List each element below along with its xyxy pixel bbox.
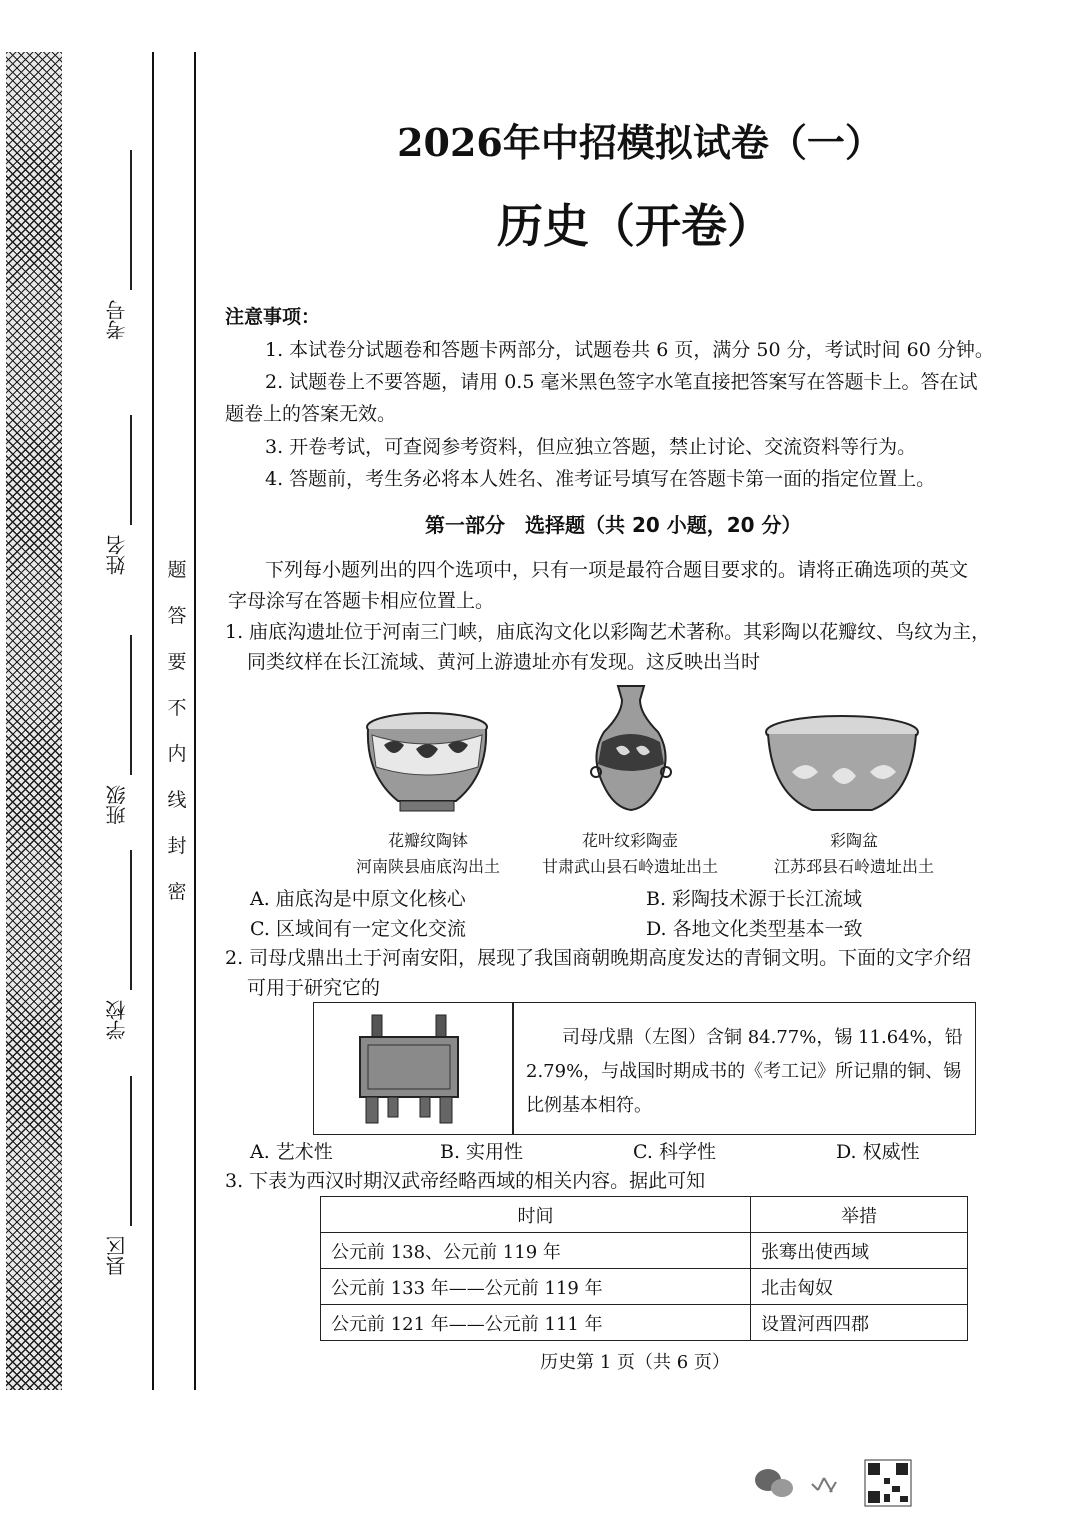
notice-title: 注意事项： — [225, 306, 321, 328]
q2-option-a[interactable]: A. 艺术性 — [250, 1141, 333, 1163]
wechat-qr-watermark-icon — [750, 1458, 920, 1508]
exam-title: 2026年中招模拟试卷（一） — [397, 120, 883, 165]
notice-item-3: 3. 开卷考试，可查阅参考资料，但应独立答题，禁止讨论、交流资料等行为。 — [265, 436, 917, 458]
page-footer: 历史第 1 页（共 6 页） — [540, 1352, 730, 1373]
q2-option-b[interactable]: B. 实用性 — [440, 1141, 524, 1163]
part1-instruction-1: 下列每小题列出的四个选项中，只有一项是最符合题目要求的。请将正确选项的英文 — [265, 559, 969, 581]
q2-option-c[interactable]: C. 科学性 — [633, 1141, 716, 1163]
petal-pottery-bowl-image — [360, 705, 495, 820]
table-header-time: 时间 — [321, 1197, 751, 1233]
flower-leaf-painted-pot-image — [586, 680, 676, 820]
table-row: 公元前 138、公元前 119 年 张骞出使西域 — [321, 1233, 968, 1269]
field-school[interactable]: 学校 — [100, 1000, 134, 1040]
field-county[interactable]: 县区 — [100, 1236, 134, 1276]
notice-item-4: 4. 答题前，考生务必将本人姓名、准考证号填写在答题卡第一面的指定位置上。 — [265, 468, 936, 490]
part1-title: 第一部分 选择题（共 20 小题，20 分） — [425, 513, 802, 537]
part1-instruction-2: 字母涂写在答题卡相应位置上。 — [228, 590, 495, 612]
q2-material-text: 司母戊鼎（左图）含铜 84.77%，锡 11.64%，铅 2.79%，与战国时期成书的《考工记》所记鼎的铜、锡比例基本相符。 — [526, 1027, 963, 1116]
q1-stem-2: 同类纹样在长江流域、黄河上游遗址亦有发现。这反映出当时 — [247, 651, 761, 673]
q1-image-caption-2: 花叶纹彩陶壶 甘肃武山县石岭遗址出土 — [541, 831, 718, 876]
notice-item-2: 2. 试题卷上不要答题，请用 0.5 毫米黑色签字水笔直接把答案写在答题卡上。答在试 — [265, 371, 978, 393]
q1-option-b[interactable]: B. 彩陶技术源于长江流域 — [646, 888, 863, 910]
field-name[interactable]: 姓名 — [100, 535, 134, 575]
seal-line-notice: 题 答 要 不 内 线 封 密 — [167, 559, 187, 903]
q2-option-d[interactable]: D. 权威性 — [836, 1141, 920, 1163]
table-header-measure: 举措 — [751, 1197, 968, 1233]
field-exam-number[interactable]: 考号 — [100, 300, 134, 340]
q2-stem-1: 2. 司母戊鼎出土于河南安阳，展现了我国商朝晚期高度发达的青铜文明。下面的文字介绍 — [225, 947, 972, 969]
q3-stem: 3. 下表为西汉时期汉武帝经略西域的相关内容。据此可知 — [225, 1170, 706, 1192]
q3-table — [320, 1196, 968, 1341]
q1-image-caption-1: 花瓣纹陶钵 河南陕县庙底沟出土 — [355, 831, 500, 876]
q1-image-caption-3: 彩陶盆 江苏邳县石岭遗址出土 — [773, 831, 934, 876]
simuwu-ding-image — [354, 1013, 464, 1125]
q2-material-box — [313, 1002, 976, 1135]
notice-item-1: 1. 本试卷分试题卷和答题卡两部分，试题卷共 6 页，满分 50 分，考试时间 60 分钟。 — [265, 339, 994, 361]
q1-option-d[interactable]: D. 各地文化类型基本一致 — [646, 918, 863, 940]
notice-item-2-cont: 题卷上的答案无效。 — [225, 403, 397, 425]
q2-stem-2: 可用于研究它的 — [247, 977, 381, 999]
table-row: 公元前 133 年——公元前 119 年 北击匈奴 — [321, 1269, 968, 1305]
table-row: 公元前 121 年——公元前 111 年 设置河西四郡 — [321, 1305, 968, 1341]
field-class[interactable]: 班级 — [100, 785, 134, 825]
table-header-row — [321, 1197, 968, 1233]
q1-option-c[interactable]: C. 区域间有一定文化交流 — [250, 918, 466, 940]
q1-stem-1: 1. 庙底沟遗址位于河南三门峡，庙底沟文化以彩陶艺术著称。其彩陶以花瓣纹、鸟纹为主， — [225, 621, 991, 643]
subject-title: 历史（开卷） — [497, 199, 773, 253]
q1-option-a[interactable]: A. 庙底沟是中原文化核心 — [250, 888, 466, 910]
painted-pottery-basin-image — [762, 712, 922, 822]
